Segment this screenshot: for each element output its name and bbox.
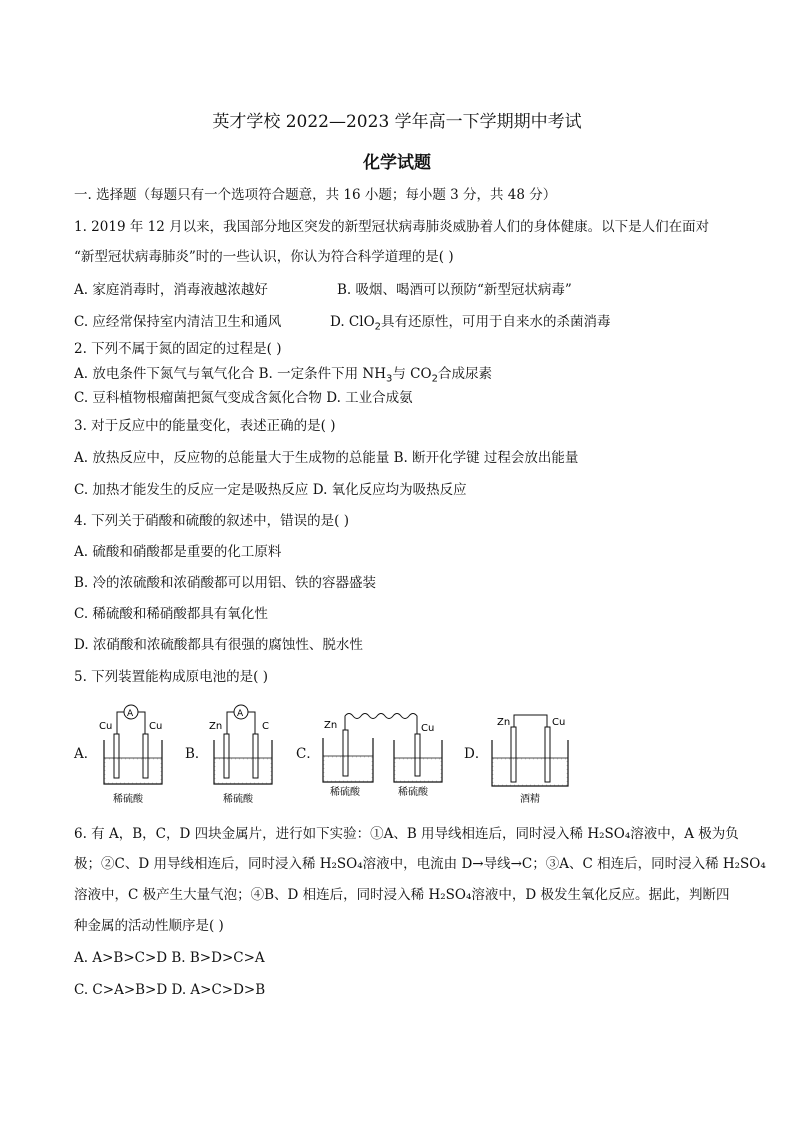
- q5-d-left-electrode-label: Zn: [497, 717, 511, 728]
- q5-apparatus-b-label: B．: [185, 746, 209, 762]
- q2-stem: 2. 下列不属于氮的固定的过程是( ): [74, 341, 282, 357]
- q1-option-b: B. 吸烟、喝酒可以预防“新型冠状病毒”: [337, 282, 572, 298]
- q1-stem-line1: 1. 2019 年 12 月以来，我国部分地区突发的新型冠状病毒肺炎威胁着人们的身体健康。以下是人们在面对: [74, 219, 710, 235]
- q5-a-left-electrode-label: Cu: [99, 721, 113, 732]
- q3-options-line1: A. 放热反应中，反应物的总能量大于生成物的总能量 B. 断开化学键 过程会放出能量: [74, 450, 579, 466]
- q4-option-c: C. 稀硫酸和稀硝酸都具有氧化性: [74, 606, 268, 622]
- q5-b-right-electrode-label: C: [262, 721, 269, 732]
- q5-d-beaker: [492, 740, 568, 786]
- q5-b-left-electrode: [224, 734, 229, 778]
- q5-d-wire: [514, 715, 547, 727]
- q5-d-left-electrode: [511, 727, 516, 782]
- q6-options-ab: A. A>B>C>D B. B>D>C>A: [74, 950, 265, 966]
- q5-apparatus-a-diagram: [96, 700, 170, 808]
- q5-apparatus-c-diagram: [318, 700, 446, 808]
- q4-option-b: B. 冷的浓硫酸和浓硝酸都可以用铝、铁的容器盛装: [74, 575, 377, 591]
- q5-a-ammeter-label: A: [127, 709, 134, 719]
- q2-line1-mid: 与 CO: [392, 366, 432, 382]
- q5-b-ammeter-label: A: [237, 709, 244, 719]
- q3-stem: 3. 对于反应中的能量变化，表述正确的是( ): [74, 418, 336, 434]
- q5-c-left-electrode-label: Zn: [324, 720, 338, 731]
- q6-stem-line1: 6. 有 A，B，C，D 四块金属片，进行如下实验：①A、B 用导线相连后，同时浸入稀 H₂SO₄溶液中，A 极为负: [74, 826, 739, 842]
- q4-stem: 4. 下列关于硝酸和硫酸的叙述中，错误的是( ): [74, 513, 349, 529]
- q5-b-liquid: [215, 759, 271, 783]
- q5-apparatus-d-label: D．: [464, 746, 489, 762]
- q5-stem: 5. 下列装置能构成原电池的是( ): [74, 669, 268, 685]
- q5-c-left-liquid-label: 稀硫酸: [330, 787, 360, 798]
- q5-a-beaker: [104, 740, 162, 784]
- q5-c-right-electrode: [415, 734, 420, 776]
- q6-stem-line2: 极；②C、D 用导线相连后，同时浸入稀 H₂SO₄溶液中，电流由 D→导线→C；③A、C 相连后，同时浸入稀 H₂SO₄: [74, 856, 766, 872]
- q2-line1-sub1: 3: [386, 373, 393, 385]
- q1-option-c: C. 应经常保持室内清洁卫生和通风: [74, 314, 282, 330]
- q2-line1-sub2: 2: [431, 373, 438, 385]
- q5-d-right-electrode-label: Cu: [552, 717, 566, 728]
- q5-b-liquid-label: 稀硫酸: [223, 794, 253, 805]
- q5-d-right-electrode: [545, 727, 550, 782]
- q4-option-a: A. 硫酸和硝酸都是重要的化工原料: [74, 544, 282, 560]
- q5-d-liquid: [493, 759, 567, 785]
- q5-b-beaker: [214, 740, 272, 784]
- q5-d-liquid-label: 酒精: [520, 794, 540, 805]
- q5-c-wire: [345, 714, 417, 735]
- q5-c-right-liquid-label: 稀硫酸: [398, 787, 428, 798]
- q5-a-right-electrode: [143, 734, 148, 778]
- q5-apparatus-a-label: A．: [74, 746, 98, 762]
- q5-apparatus-b-diagram: [206, 700, 280, 808]
- q6-stem-line4: 种金属的活动性顺序是( ): [74, 918, 224, 934]
- q6-options-cd: C. C>A>B>D D. A>C>D>B: [74, 982, 266, 998]
- q5-a-right-electrode-label: Cu: [149, 721, 163, 732]
- q5-a-liquid: [105, 759, 161, 783]
- q5-a-liquid-label: 稀硫酸: [113, 794, 143, 805]
- q5-a-left-electrode: [114, 734, 119, 778]
- section-heading: 一. 选择题（每题只有一个选项符合题意，共 16 小题；每小题 3 分，共 48 分）: [74, 187, 557, 203]
- q1-option-d: [330, 313, 611, 337]
- q1-option-d-suffix: 具有还原性，可用于自来水的杀菌消毒: [381, 314, 611, 330]
- q4-option-d: D. 浓硝酸和浓硫酸都具有很强的腐蚀性、脱水性: [74, 637, 363, 653]
- exam-title: 英才学校 2022—2023 学年高一下学期期中考试: [212, 112, 582, 132]
- q5-apparatus-d-diagram: [488, 700, 574, 808]
- q1-option-d-sub: 2: [374, 321, 382, 333]
- q5-c-right-electrode-label: Cu: [421, 723, 435, 734]
- exam-subtitle: 化学试题: [363, 153, 431, 173]
- q1-stem-line2: “新型冠状病毒肺炎”时的一些认识，你认为符合科学道理的是( ): [74, 249, 454, 265]
- q5-c-left-electrode: [343, 730, 348, 776]
- q6-stem-line3: 溶液中，C 极产生大量气泡；④B、D 相连后，同时浸入稀 H₂SO₄溶液中，D 极发生氧化反应。据此，判断四: [74, 887, 730, 903]
- q5-b-right-electrode: [253, 734, 258, 778]
- q1-option-a: A. 家庭消毒时，消毒液越浓越好: [74, 282, 268, 298]
- q1-option-d-prefix: D. ClO: [330, 314, 375, 330]
- q3-options-line2: C. 加热才能发生的反应一定是吸热反应 D. 氧化反应均为吸热反应: [74, 482, 467, 498]
- q5-apparatus-c-label: C．: [296, 746, 320, 762]
- q2-line1-prefix: A. 放电条件下氮气与氧气化合 B. 一定条件下用 NH: [74, 366, 387, 382]
- q2-options-line2: C. 豆科植物根瘤菌把氮气变成含氮化合物 D. 工业合成氨: [74, 390, 413, 406]
- q5-b-left-electrode-label: Zn: [209, 721, 223, 732]
- q2-line1-suffix: 合成尿素: [437, 366, 492, 382]
- q2-options-line1: [74, 365, 492, 389]
